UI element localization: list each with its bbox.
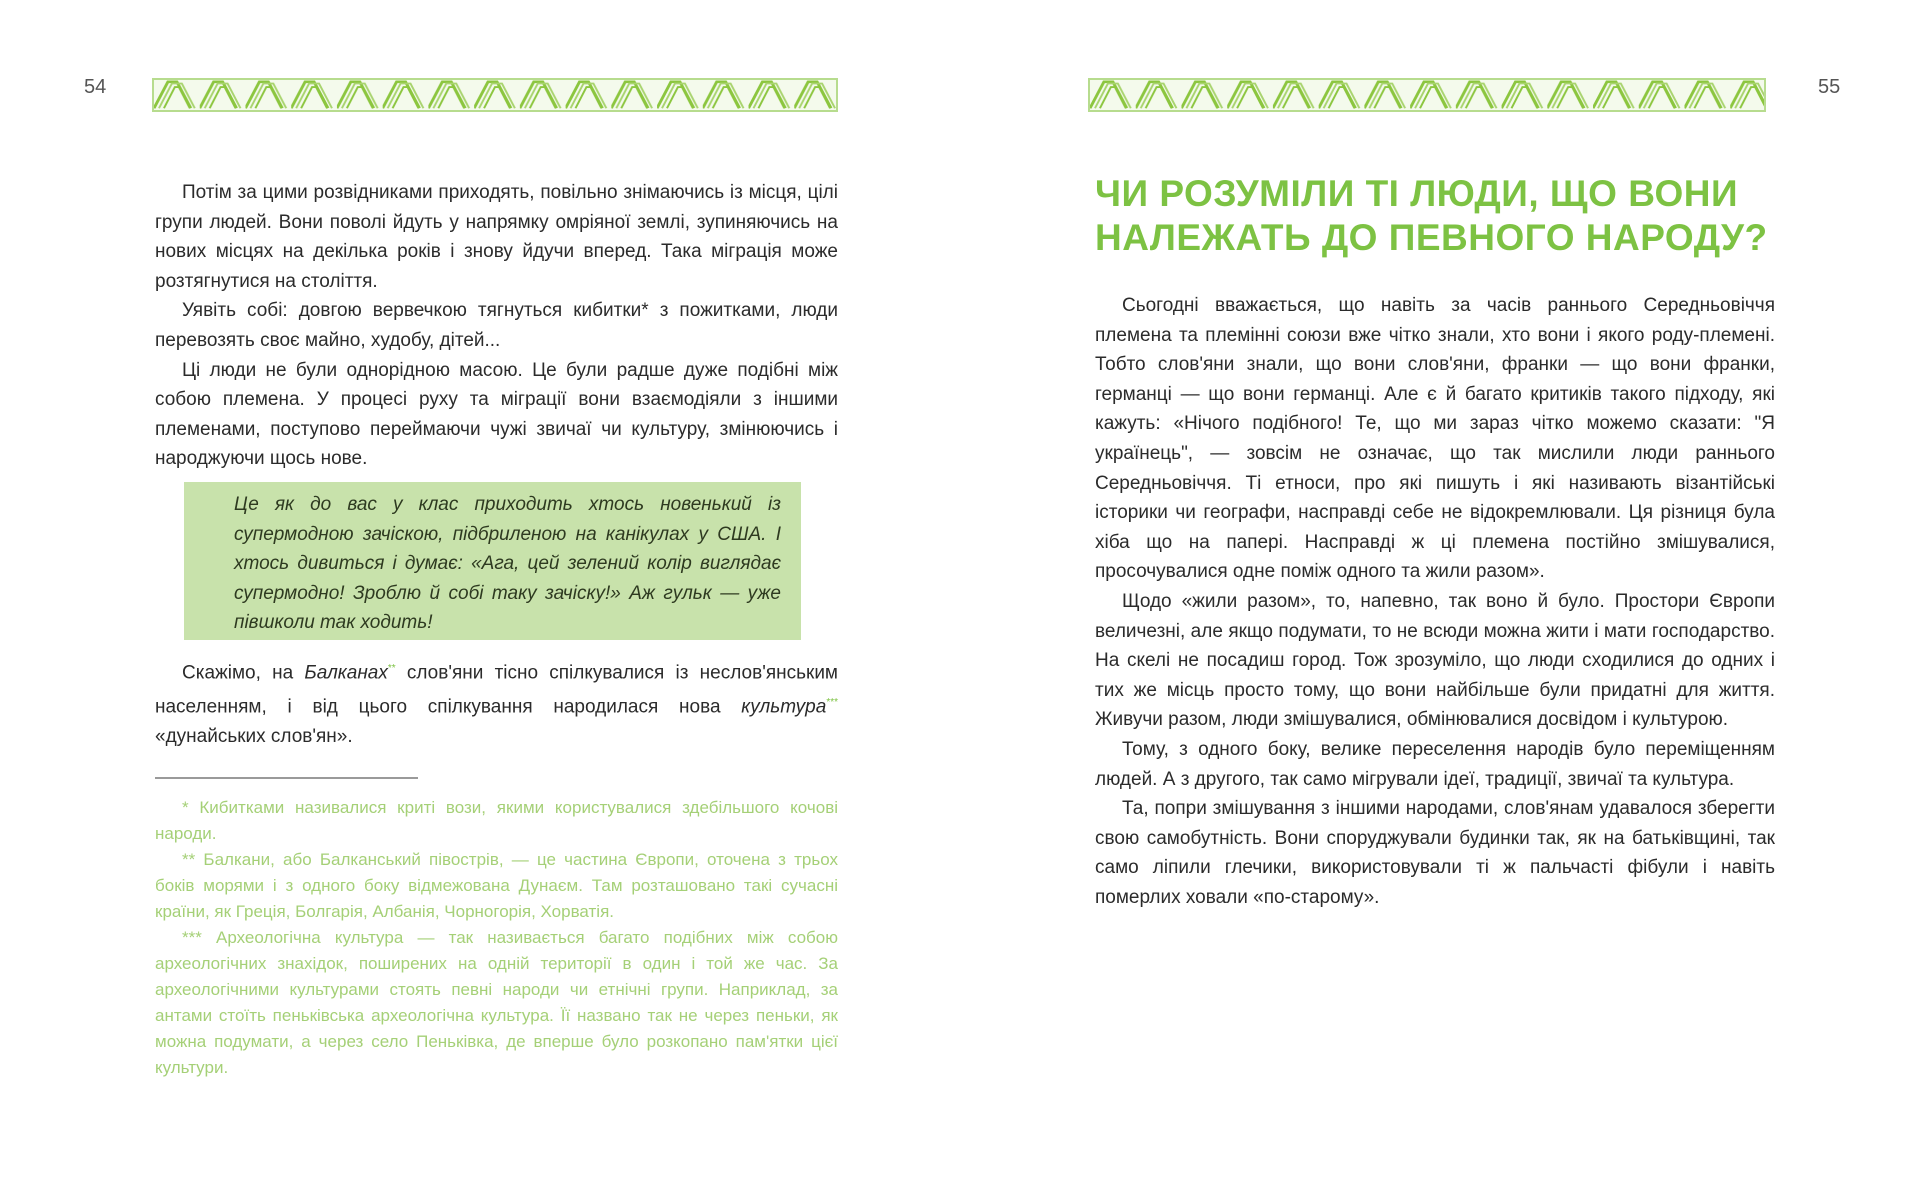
paragraph: Щодо «жили разом», то, напевно, так воно й було. Простори Європи величезні, але якщо подумати, то не всюди можна жити і мати господарство. На скелі не посадиш город. Тож зрозуміло, що люди сходилися до одних і тих же місць просто тому, що вони найбільше були придатні для життя. Живучи разом, люди змішувалися, обмінювалися досвідом і культурою.: [1095, 590, 1775, 731]
footnotes: [155, 795, 838, 1081]
footnote-separator: [155, 777, 418, 779]
zigzag-ornament-icon: [1090, 80, 1764, 110]
ornament-band-right: [1088, 78, 1766, 112]
paragraph: [155, 654, 838, 751]
paragraph: Уявіть собі: довгою вервечкою тягнуться кибитки* з пожитками, люди перевозять своє майно, худобу, дітей...: [155, 300, 838, 351]
left-body-text: [155, 178, 838, 474]
text-span: Скажімо, на: [182, 662, 305, 684]
paragraph: Тому, з одного боку, велике переселення народів було переміщенням людей. А з другого, так само мігрували ідеї, традиції, звичаї та культура.: [1095, 738, 1775, 790]
section-heading: ЧИ РОЗУМІЛИ ТІ ЛЮДИ, ЩО ВОНИ НАЛЕЖАТЬ ДО ПЕВНОГО НАРОДУ?: [1095, 173, 1768, 258]
paragraph: Сьогодні вважається, що навіть за часів раннього Середньовіччя племена та племінні союзи вже чітко знали, хто вони і якого роду-племені. Тобто слов'яни знали, що вони слов'яни, франки — що вони франки, германці — що вони германці. Але є й багато критиків такого підходу, які кажуть: «Нічого подібного! Те, що ми зараз чітко можемо сказати: "Я українець", — зовсім не означає, що так мислили люди раннього Середньовіччя. Ті етноси, про які пишуть і які називають візантійські історики чи географи, насправді себе не відокремлювали. Ця різниця була хіба що на папері. Насправді ж ці племена постійно змішувалися, просочувалися одне поміж одного та жили разом».: [1095, 295, 1775, 583]
zigzag-ornament-icon: [154, 80, 836, 110]
culture-term: культура: [741, 696, 827, 718]
footnote-mark: ***: [826, 696, 838, 708]
right-body-text: [1095, 291, 1775, 912]
page-number-right: 55: [1818, 76, 1841, 98]
paragraph: Та, попри змішування з іншими народами, слов'янам удавалося зберегти свою самобутність. Вони споруджували будинки так, як на батьківщині, так само ліпили глечики, використовували ті ж пальчасті фібули і навіть померлих ховали «по-старому».: [1095, 798, 1775, 908]
page-number-left: 54: [84, 76, 107, 98]
callout-box: [184, 482, 801, 640]
balkans-term: Балканах: [304, 662, 388, 684]
text-span: «дунайських слов'ян».: [155, 725, 353, 747]
paragraph: Ці люди не були однорідною масою. Це були радше дуже подібні між собою племена. У процесі руху та міграції вони взаємодіяли з іншими племенами, поступово переймаючи чужі звичаї чи культуру, змінюючись і народжуючи щось нове.: [155, 359, 838, 470]
paragraph: Потім за цими розвідниками приходять, повільно знімаючись із місця, цілі групи людей. Вони поволі йдуть у напрямку омріяної землі, зупиняючись на нових місцях на декілька років і знову йдучи вперед. Така міграція може розтягнутися на століття.: [155, 182, 838, 292]
text-span: слов'яни тісно спілкувалися із неслов'янським населенням, і від цього спілкування народилася нова: [155, 662, 838, 718]
footnote: * Кибитками називалися криті вози, якими користувалися здебільшого кочові народи.: [155, 798, 838, 843]
ornament-band-left: [152, 78, 838, 112]
footnote: *** Археологічна культура — так називається багато подібних між собою археологічних знахідок, поширених на одній території в один і той же час. За археологічними культурами стоять певні народи чи етнічні групи. Наприклад, за антами стоїть пеньківська археологічна культура. Її названо так не через пеньки, як можна подумати, а через село Пеньківка, де вперше було розкопано пам'ятки цієї культури.: [155, 928, 838, 1077]
footnote-mark: **: [387, 663, 396, 674]
callout-text: Це як до вас у клас приходить хтось новенький із супермодною зачіскою, підбриленою на канікулах у США. І хтось дивиться і думає: «Ага, цей зелений колір виглядає супермодно! Зроблю й собі таку зачіску!» Аж гульк — уже півшколи так ходить!: [234, 494, 781, 634]
left-closing-text: [155, 654, 838, 751]
footnote: ** Балкани, або Балканський півострів, — це частина Європи, оточена з трьох боків морями і з одного боку відмежована Дунаєм. Там розташовано такі сучасні країни, як Греція, Болгарія, Албанія, Чорногорія, Хорватія.: [155, 850, 838, 921]
